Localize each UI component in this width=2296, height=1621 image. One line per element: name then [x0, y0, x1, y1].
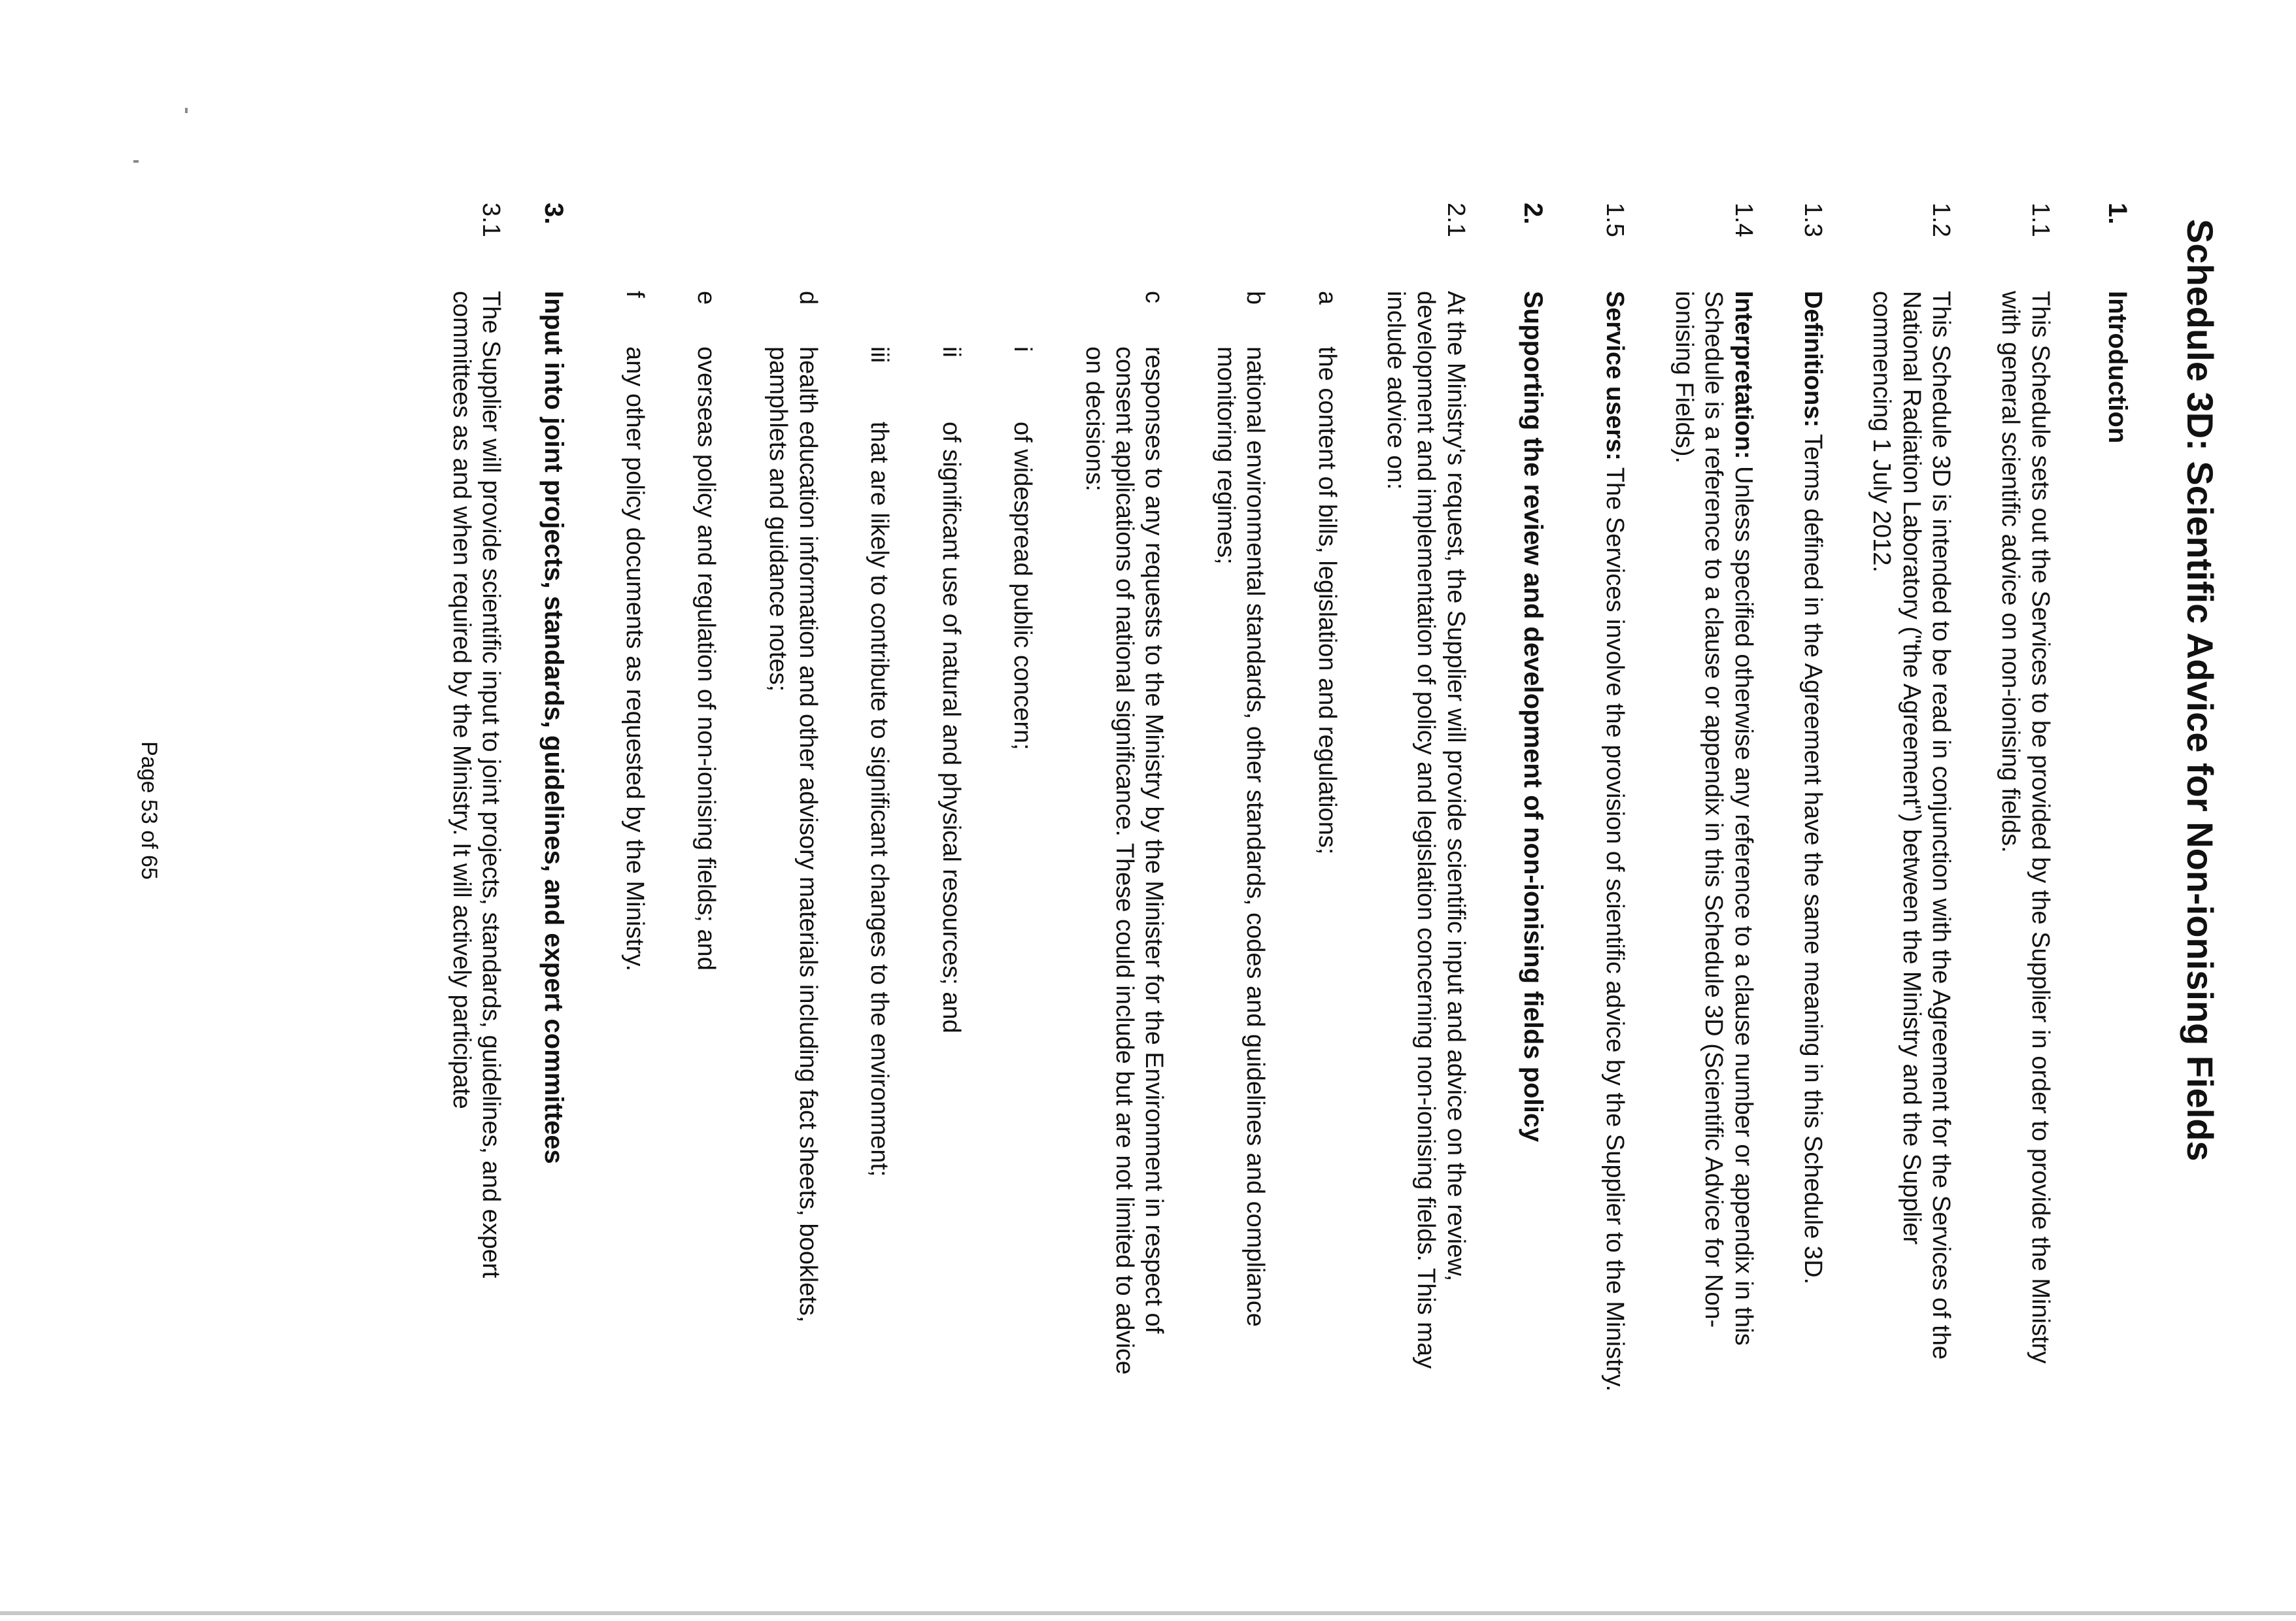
- clause-number: 1.5: [1601, 203, 1629, 237]
- section-number: 2.: [1518, 203, 1547, 225]
- clause-body: [1797, 291, 1827, 1392]
- section-number: 3.: [539, 203, 569, 225]
- list-subitem-ii: [936, 346, 966, 1392]
- list-item-b: [1210, 291, 1270, 1392]
- clause-text: The Supplier will provide scientific input to joint projects, standards, guidelines, and expert committees as and when required by the Ministry. It will actively participate: [447, 291, 505, 1278]
- clause-1-4: [1668, 203, 1758, 1392]
- clause-text: At the Ministry's request, the Supplier will provide scientific input and advice on the review, development and implementation of policy and legislation concerning non-ionising fields. This may include advice on:: [1382, 291, 1470, 1369]
- clause-number: 3.1: [477, 203, 505, 237]
- scan-speck: [133, 160, 139, 163]
- list-item-d: [762, 291, 822, 1392]
- subitem-numeral: ii: [937, 346, 965, 358]
- item-text: the content of bills, legislation and regulations;: [1313, 346, 1341, 855]
- list-subitem-i: [1007, 346, 1038, 1392]
- clause-number: 1.4: [1730, 203, 1758, 237]
- item-letter: b: [1241, 291, 1270, 305]
- list-item-c: [1079, 291, 1168, 1392]
- clause-text: Unless specified otherwise any reference to a clause number or appendix in this Schedule is a reference to a clause or appendix in this Schedule 3D (Scientific Advice for Non-ionising Fields).: [1670, 291, 1758, 1346]
- clause-number: 1.2: [1927, 203, 1955, 237]
- document-body: [407, 203, 2221, 1392]
- subitem-numeral: i: [1009, 346, 1037, 352]
- clause-term: Interpretation:: [1730, 291, 1758, 460]
- section-2-heading: [1517, 203, 1549, 1392]
- clause-number: 1.1: [2026, 203, 2054, 237]
- clause-text: This Schedule 3D is intended to be read in conjunction with the Agreement for the Services of the National Radiation Laboratory ("the Agreement") between the Ministry and the Supplier commencing 1 July 2012.: [1868, 291, 1955, 1360]
- clause-number: 2.1: [1442, 203, 1470, 237]
- clause-3-1: [446, 203, 505, 1392]
- subitem-text: of significant use of natural and physical resources; and: [937, 422, 965, 1033]
- section-1-heading: [2102, 203, 2133, 1392]
- subitem-text: of widespread public concern;: [1009, 422, 1037, 750]
- section-title: Supporting the review and development of non-ionising fields policy: [1518, 291, 1547, 1143]
- subitem-numeral: iii: [866, 346, 894, 363]
- clause-1-3: [1797, 203, 1827, 1392]
- page-number: Page 53 of 65: [137, 741, 161, 880]
- section-title: Input into joint projects, standards, guidelines, and expert committees: [539, 291, 569, 1164]
- clause-2-1: [1381, 203, 1470, 1392]
- section-title: Introduction: [2102, 291, 2132, 444]
- item-text: health education information and other advisory materials including fact sheets, booklets, pamphlets and guidance notes;: [764, 346, 822, 1323]
- clause-term: Definitions:: [1798, 291, 1827, 427]
- document-title: Schedule 3D: Scientific Advice for Non-ionising Fields: [2180, 219, 2221, 1161]
- clause-body: [1668, 291, 1758, 1392]
- subitem-text: that are likely to contribute to significant changes to the environment;: [866, 422, 894, 1177]
- list-item-a: [1311, 291, 1342, 1392]
- item-text: responses to any requests to the Ministry by the Minister for the Environment in respect of consent applications of national significance. These could include but are not limited to advice on decisions:: [1080, 346, 1168, 1375]
- list-item-f: [619, 291, 649, 1392]
- clause-text: Terms defined in the Agreement have the same meaning in this Schedule 3D.: [1798, 433, 1827, 1285]
- clause-term: Service users:: [1601, 291, 1629, 461]
- scan-edge-line: [0, 1611, 2296, 1615]
- clause-1-1: [1995, 203, 2054, 1392]
- list-item-e: [691, 291, 721, 1392]
- clause-number: 1.3: [1798, 203, 1827, 237]
- item-letter: c: [1140, 291, 1168, 303]
- clause-body: [1600, 291, 1630, 1392]
- list-subitem-iii: [864, 346, 894, 1392]
- clause-1-2: [1866, 203, 1956, 1392]
- item-letter: a: [1313, 291, 1341, 305]
- item-text: overseas policy and regulation of non-ionising fields; and: [692, 346, 720, 971]
- scan-speck: [185, 108, 188, 113]
- section-number: 1.: [2102, 203, 2132, 225]
- clause-text: The Services involve the provision of scientific advice by the Supplier to the Ministry.: [1601, 467, 1629, 1392]
- item-letter: f: [620, 291, 649, 298]
- section-3-heading: [538, 203, 569, 1392]
- item-text: any other policy documents as requested by the Ministry.: [620, 346, 649, 972]
- item-letter: d: [794, 291, 822, 305]
- clause-text: This Schedule sets out the Services to be provided by the Supplier in order to provide the Ministry with general scientific advice on non-ionising fields.: [1997, 291, 2054, 1364]
- item-text: national environmental standards, other standards, codes and guidelines and compliance monitoring regimes;: [1211, 346, 1270, 1327]
- clause-1-5: [1600, 203, 1630, 1392]
- item-letter: e: [692, 291, 720, 305]
